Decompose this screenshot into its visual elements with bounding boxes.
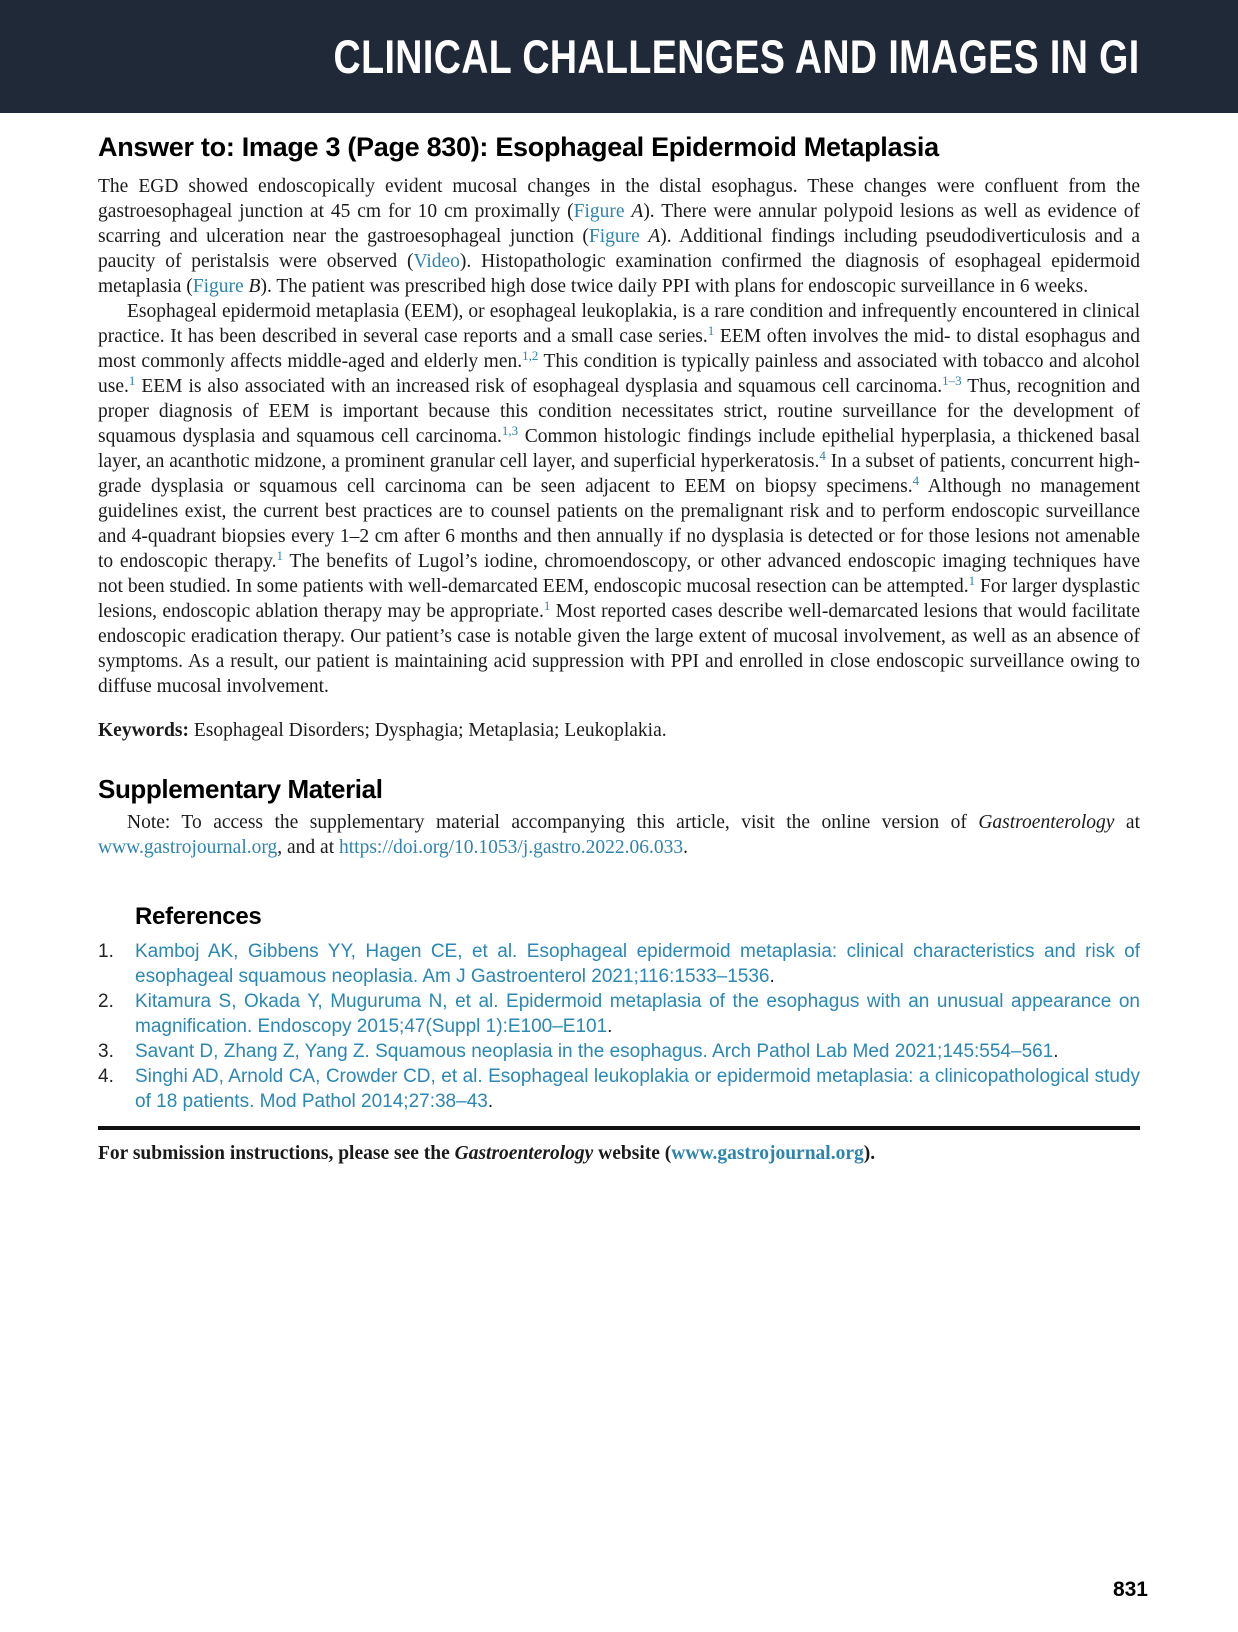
article-body [98,174,1140,699]
supplementary-heading: Supplementary Material [98,774,383,804]
figure-a-link[interactable]: Figure [573,201,625,222]
citation-1-2[interactable]: 1,2 [522,348,539,363]
reference-text [135,1039,1140,1064]
text-segment: This condition is typically painless and associated with tobacco and alcohol use. [98,351,1140,397]
text-segment: Common histologic findings include epithelial hyperplasia, a thickened basal layer, an acanthotic midzone, a prominent granular cell layer, and superficial hyperkeratosis. [98,426,1140,472]
text-segment: A [631,201,644,222]
text-segment: . [769,966,775,987]
text-segment: ). There were annular polypoid lesions as well as evidence of scarring and ulceration near the gastroesophageal junction ( [98,201,1140,247]
keywords-label: Keywords: [98,720,189,741]
article [98,132,1140,1166]
reference-text [135,989,1140,1039]
reference-text [135,1064,1140,1114]
text-segment: EEM is also associated with an increased risk of esophageal dysplasia and squamous cell carcinoma. [135,376,943,397]
keywords-text: Esophageal Disorders; Dysphagia; Metaplasia; Leukoplakia. [189,720,667,741]
text-segment: website ( [593,1143,672,1164]
text-segment: For larger dysplastic lesions, endoscopic ablation therapy may be appropriate. [98,576,1140,622]
figure-a-link[interactable]: Figure [588,226,640,247]
doi-link[interactable]: https://doi.org/10.1053/j.gastro.2022.06.033 [339,837,684,858]
text-segment: at [1114,812,1141,833]
text-segment: Esophageal epidermoid metaplasia (EEM), or esophageal leukoplakia, is a rare condition and infrequently encountered in clinical practice. It has been described in several case reports and a small case series. [98,301,1140,347]
journal-section-title: CLINICAL CHALLENGES AND IMAGES IN GI [333,30,1140,83]
text-segment: Most reported cases describe well-demarcated lesions that would facilitate endoscopic eradication therapy. Our patient’s case is notable given the large extent of mucosal involvement, as well as an absence of symptoms. As a result, our patient is maintaining acid suppression with PPI and enrolled in close endoscopic surveillance owing to diffuse mucosal involvement. [98,601,1140,697]
reference-3-link[interactable]: Savant D, Zhang Z, Yang Z. Squamous neoplasia in the esophagus. Arch Pathol Lab Med 2021;145:554–561 [135,1041,1054,1062]
text-segment: ). [863,1143,876,1164]
citation-4[interactable]: 4 [912,473,920,488]
page-number: 831 [1112,1578,1148,1601]
divider-rule [98,1126,1140,1130]
citation-1[interactable]: 1 [968,573,976,588]
article-paragraph [98,174,1140,299]
reference-number: 2. [98,991,114,1012]
text-segment: . [487,1091,494,1112]
text-segment: EEM often involves the mid- to distal esophagus and most commonly affects middle-aged and elderly men. [98,326,1141,372]
references-section [98,903,1140,1114]
reference-item [98,1064,1140,1114]
text-segment: ). Additional findings including pseudodiverticulosis and a paucity of peristalsis were observed ( [98,226,1141,272]
reference-list [98,939,1140,1114]
reference-number: 1. [98,941,114,962]
citation-1-3[interactable]: 1–3 [942,373,962,388]
reference-2-link[interactable]: Kitamura S, Okada Y, Muguruma N, et al. Epidermoid metaplasia of the esophagus with an unusual appearance on magnification. Endoscopy 2015;47(Suppl 1):E100–E101 [135,991,1140,1037]
reference-item [98,989,1140,1039]
text-segment: The benefits of Lugol’s iodine, chromoendoscopy, or other advanced endoscopic imaging techniques have not been studied. In some patients with well-demarcated EEM, endoscopic mucosal resection can be attempted. [98,551,1140,597]
reference-4-link[interactable]: Singhi AD, Arnold CA, Crowder CD, et al. Esophageal leukoplakia or epidermoid metaplasia: a clinicopathological study of 18 patients. Mod Pathol 2014;27:38–43 [135,1066,1140,1112]
reference-number: 4. [98,1066,114,1087]
gastrojournal-link[interactable]: www.gastrojournal.org [98,837,278,858]
citation-1-3[interactable]: 1,3 [501,423,519,438]
references-heading: References [135,903,262,930]
reference-number: 3. [98,1041,114,1062]
citation-1[interactable]: 1 [707,323,715,338]
citation-1[interactable]: 1 [276,548,283,563]
text-segment: The EGD showed endoscopically evident mucosal changes in the distal esophagus. These changes were confluent from the gastroesophageal junction at 45 cm for 10 cm proximally ( [98,176,1140,222]
text-segment: A [648,226,661,247]
text-segment: . [607,1016,613,1037]
text-segment: B [248,276,261,297]
text-segment: Note: To access the supplementary material accompanying this article, visit the online version of [127,812,979,833]
text-segment: Although no management guidelines exist, the current best practices are to counsel patients on the premalignant risk and to perform endoscopic surveillance and 4-quadrant biopsies every 1–2 cm after 6 months and then annually if no dysplasia is detected or for those lesions not amenable to endoscopic therapy. [98,476,1140,572]
text-segment: , and at [277,837,339,858]
article-title: Answer to: Image 3 (Page 830): Esophageal Epidermoid Metaplasia [98,132,939,162]
reference-text [135,939,1140,989]
figure-b-link[interactable]: Figure [192,276,244,297]
text-segment: ). The patient was prescribed high dose twice daily PPI with plans for endoscopic surveillance in 6 weeks. [260,276,1089,297]
citation-1[interactable]: 1 [128,373,136,388]
text-segment: Thus, recognition and proper diagnosis of EEM is important because this condition necessitates strict, routine surveillance for the development of squamous dysplasia and squamous cell carcinoma. [98,376,1140,447]
article-paragraph [98,299,1140,699]
keywords-line [98,718,1140,743]
text-segment: Gastroenterology [978,812,1115,833]
submission-note [98,1141,1140,1166]
text-segment: Gastroenterology [454,1143,594,1164]
supplementary-note [98,810,1140,860]
text-segment: For submission instructions, please see the [98,1143,455,1164]
text-segment: In a subset of patients, concurrent high-grade dysplasia or squamous cell carcinoma can be seen adjacent to EEM on biopsy specimens. [98,451,1140,497]
reference-1-link[interactable]: Kamboj AK, Gibbens YY, Hagen CE, et al. Esophageal epidermoid metaplasia: clinical characteristics and risk of esophageal squamous neoplasia. Am J Gastroenterol 2021;116:1533–1536 [135,941,1140,987]
text-segment: . [1053,1041,1059,1062]
reference-item [98,939,1140,989]
journal-banner [0,0,1238,113]
gastrojournal-link[interactable]: www.gastrojournal.org [671,1143,864,1164]
text-segment: ). Histopathologic examination confirmed the diagnosis of esophageal epidermoid metaplasia ( [98,251,1140,297]
text-segment: . [683,837,689,858]
reference-item [98,1039,1140,1064]
citation-4[interactable]: 4 [819,448,826,463]
citation-1[interactable]: 1 [543,598,551,613]
video-link[interactable]: Video [413,251,460,272]
